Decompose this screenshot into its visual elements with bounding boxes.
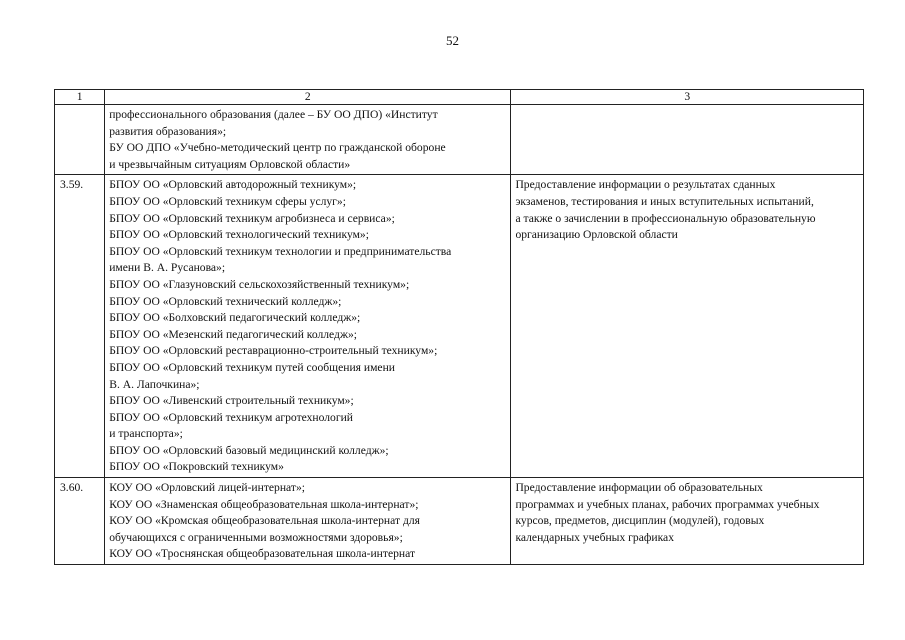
- organizations-cell: [105, 105, 511, 175]
- description-cell: [511, 478, 864, 565]
- row-number-cell: 3.60.: [55, 478, 105, 565]
- organization-line: КОУ ОО «Знаменская общеобразовательная школа-интернат»;: [109, 497, 419, 511]
- description-cell: [511, 105, 864, 175]
- organization-line: и транспорта»;: [109, 427, 183, 441]
- column-header-1: 1: [55, 90, 105, 105]
- table-row: [55, 175, 864, 478]
- description-line: Предоставление информации об образовательных: [515, 481, 763, 495]
- description-line: организацию Орловской области: [515, 228, 678, 242]
- description-line: экзаменов, тестирования и иных вступительных испытаний,: [515, 194, 814, 208]
- organization-line: обучающихся с ограниченными возможностями здоровья»;: [109, 530, 403, 544]
- description-line: а также о зачислении в профессиональную образовательную: [515, 211, 816, 225]
- description-line: календарных учебных графиках: [515, 530, 674, 544]
- organization-line: БПОУ ОО «Ливенский строительный техникум»;: [109, 394, 354, 408]
- description-line: программах и учебных планах, рабочих программах учебных: [515, 497, 820, 511]
- column-header-2: 2: [105, 90, 511, 105]
- organizations-cell: [105, 478, 511, 565]
- description-cell: [511, 175, 864, 478]
- organization-line: КОУ ОО «Троснянская общеобразовательная школа-интернат: [109, 547, 416, 561]
- table-row: [55, 478, 864, 565]
- organization-line: профессионального образования (далее – БУ ОО ДПО) «Институт: [109, 108, 438, 121]
- organization-line: имени В. А. Русанова»;: [109, 261, 226, 275]
- organization-line: и чрезвычайным ситуациям Орловской области»: [109, 157, 351, 171]
- table-row: [55, 105, 864, 175]
- organization-line: БПОУ ОО «Орловский техникум агробизнеса и сервиса»;: [109, 211, 395, 225]
- page-number: 52: [446, 33, 459, 48]
- organization-line: КОУ ОО «Орловский лицей-интернат»;: [109, 481, 305, 495]
- organizations-cell: [105, 175, 511, 478]
- row-number-cell: [55, 105, 105, 175]
- column-header-3: 3: [511, 90, 864, 105]
- organization-line: БПОУ ОО «Орловский базовый медицинский колледж»;: [109, 443, 389, 457]
- table-header-row: [55, 90, 864, 105]
- organization-line: БПОУ ОО «Орловский технологический техникум»;: [109, 228, 369, 242]
- organization-line: БПОУ ОО «Орловский техникум агротехнологий: [109, 410, 354, 424]
- organization-line: БПОУ ОО «Болховский педагогический колледж»;: [109, 311, 361, 325]
- row-number-cell: 3.59.: [55, 175, 105, 478]
- organization-line: БПОУ ОО «Мезенский педагогический колледж»;: [109, 327, 357, 341]
- organization-line: В. А. Лапочкина»;: [109, 377, 200, 391]
- organization-line: БПОУ ОО «Покровский техникум»: [109, 460, 284, 474]
- organization-line: БУ ОО ДПО «Учебно-методический центр по гражданской обороне: [109, 141, 446, 155]
- organization-line: развития образования»;: [109, 124, 227, 138]
- description-line: Предоставление информации о результатах сданных: [515, 178, 776, 192]
- document-table: [54, 89, 864, 565]
- description-line: курсов, предметов, дисциплин (модулей), годовых: [515, 514, 765, 528]
- organization-line: КОУ ОО «Кромская общеобразовательная школа-интернат для: [109, 514, 420, 528]
- organization-line: БПОУ ОО «Орловский техникум сферы услуг»;: [109, 194, 346, 208]
- organization-line: БПОУ ОО «Орловский технический колледж»;: [109, 294, 342, 308]
- organization-line: БПОУ ОО «Орловский техникум технологии и предпринимательства: [109, 244, 452, 258]
- organization-line: БПОУ ОО «Орловский автодорожный техникум»;: [109, 178, 357, 192]
- organization-line: БПОУ ОО «Глазуновский сельскохозяйственный техникум»;: [109, 277, 410, 291]
- organization-line: БПОУ ОО «Орловский реставрационно-строительный техникум»;: [109, 344, 438, 358]
- organization-line: БПОУ ОО «Орловский техникум путей сообщения имени: [109, 360, 395, 374]
